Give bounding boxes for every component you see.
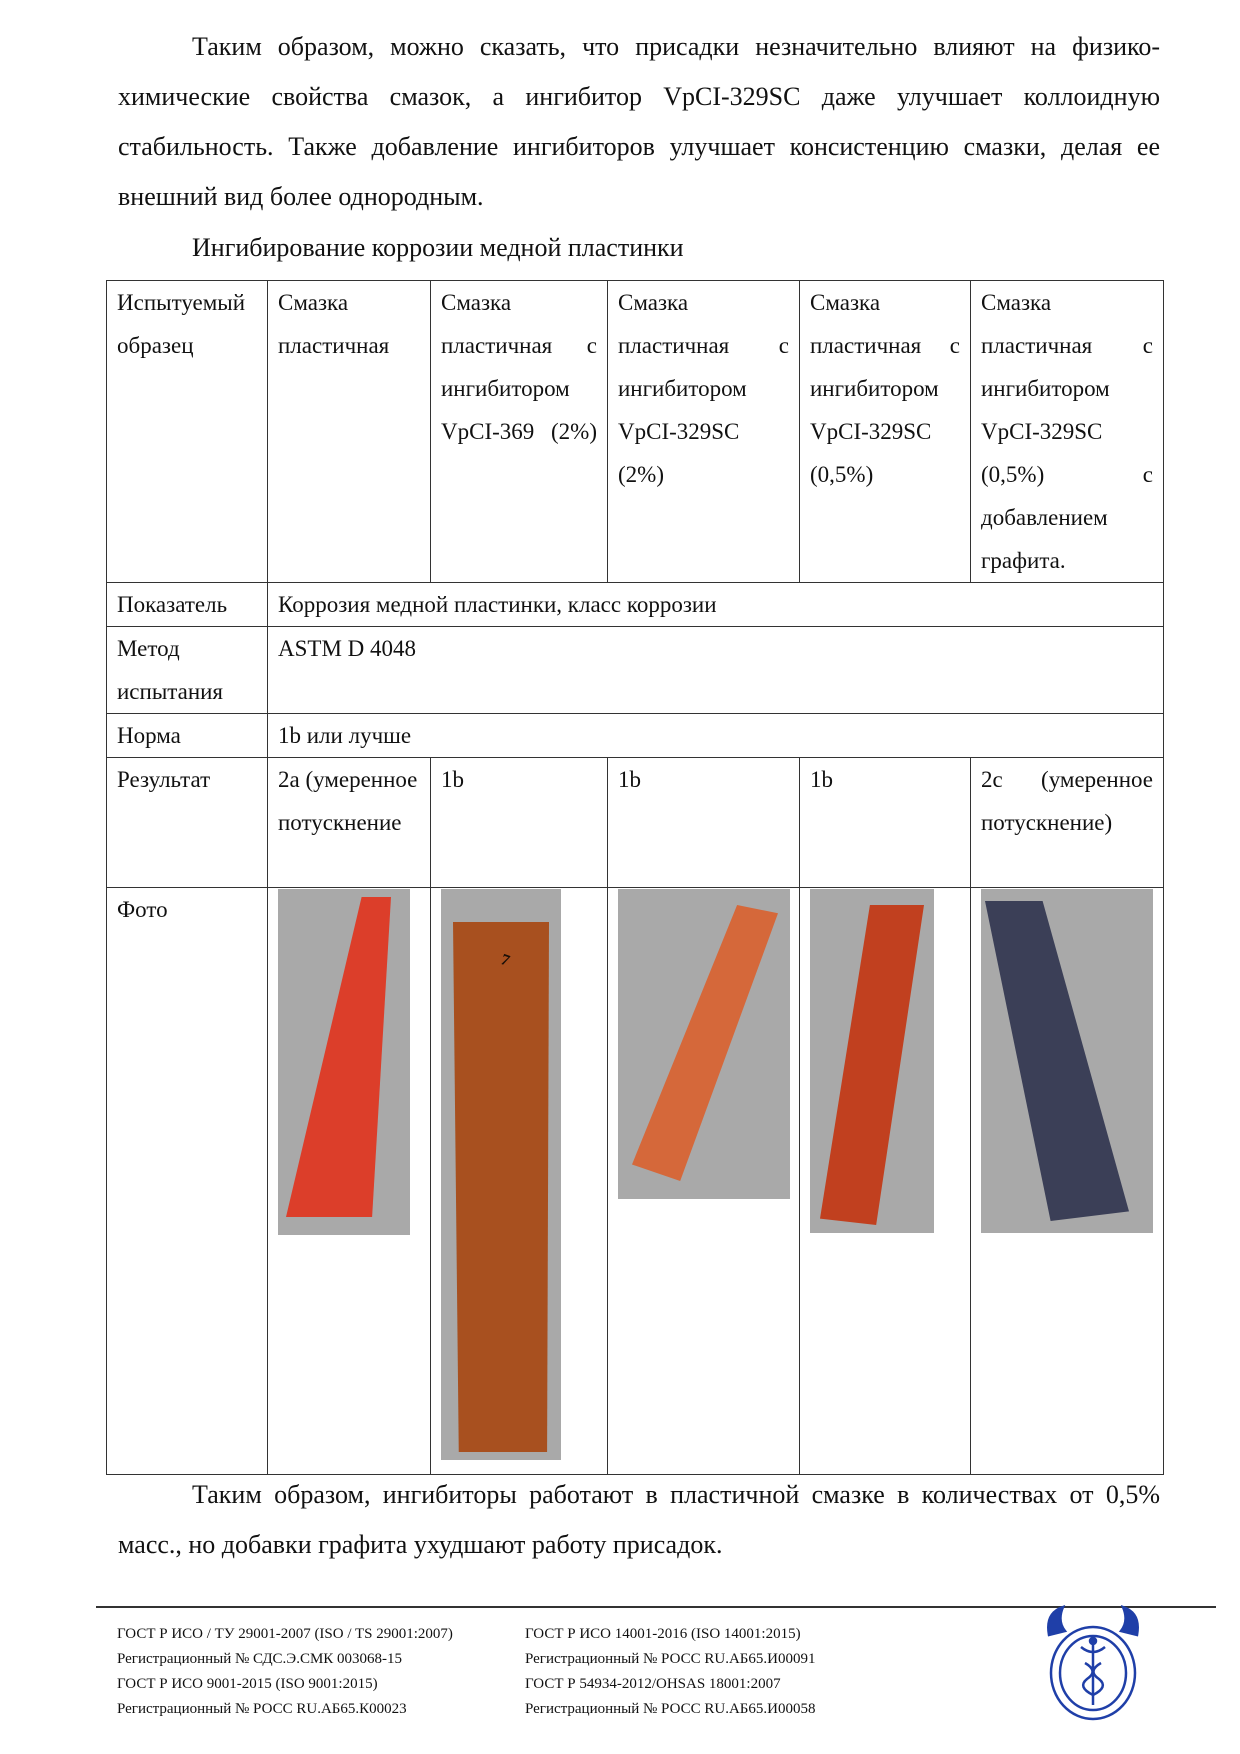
intro-paragraph: Таким образом, можно сказать, что присадки незначительно влияют на физико-химические свойства смазок, а ингибитор VpCI-329SC даже улучшает коллоидную стабильность. Также добавление ингибиторов улучшает консистенцию смазки, делая ее внешний вид более однородным. [118, 32, 1160, 211]
copper-strip-5 [985, 901, 1145, 1221]
copper-strip-3 [632, 905, 778, 1181]
photo-1 [278, 889, 410, 1235]
table-row-photo [107, 888, 1164, 1475]
method-value: ASTM D 4048 [268, 627, 1164, 714]
footer-left-3: ГОСТ Р ИСО 9001-2015 (ISO 9001:2015) [117, 1676, 378, 1692]
photo-cell-3 [608, 888, 800, 1475]
result-5: 2c (умеренное потускнение) [971, 758, 1164, 888]
footer-right-2: Регистрационный № РОСС RU.АБ65.И00091 [525, 1651, 816, 1667]
photo-cell-2 [431, 888, 608, 1475]
row-label-method: Метод испытания [107, 627, 268, 714]
table-row-indicator [107, 583, 1164, 627]
norm-value: 1b или лучше [268, 714, 1164, 758]
copper-strip-4 [820, 905, 924, 1225]
footer-left [117, 1622, 453, 1722]
photo-cell-5 [971, 888, 1164, 1475]
row-label-sample: Испытуемый образец [107, 281, 268, 583]
table-row-sample [107, 281, 1164, 583]
row-label-norm: Норма [107, 714, 268, 758]
caduceus-seal-icon [1043, 1605, 1143, 1725]
footer-left-2: Регистрационный № СДС.Э.СМК 003068-15 [117, 1651, 403, 1667]
footer-left-1: ГОСТ Р ИСО / ТУ 29001-2007 (ISO / TS 29001:2007) [117, 1626, 453, 1642]
footer-right [525, 1622, 815, 1722]
indicator-value: Коррозия медной пластинки, класс коррозии [268, 583, 1164, 627]
corrosion-table [106, 280, 1164, 1475]
sample-3: Смазка пластичная с ингибитором VpCI-329SC (2%) [608, 281, 800, 583]
photo-2 [441, 889, 561, 1460]
copper-strip-1 [286, 897, 391, 1217]
table-row-result [107, 758, 1164, 888]
table-caption: Ингибирование коррозии медной пластинки [192, 233, 684, 262]
sample-4: Смазка пластичная с ингибитором VpCI-329SC (0,5%) [800, 281, 971, 583]
result-2: 1b [431, 758, 608, 888]
table-row-method [107, 627, 1164, 714]
footer-right-4: Регистрационный № РОСС RU.АБ65.И00058 [525, 1701, 816, 1717]
result-1: 2a (умеренное потускнение [268, 758, 431, 888]
conclusion-paragraph: Таким образом, ингибиторы работают в пластичной смазке в количествах от 0,5% масс., но добавки графита ухудшают работу присадок. [118, 1480, 1160, 1559]
sample-2: Смазка пластичная с ингибитором VpCI-369 (2%) [431, 281, 608, 583]
row-label-result: Результат [107, 758, 268, 888]
sample-5: Смазка пластичная с ингибитором VpCI-329SC (0,5%) с добавлением графита. [971, 281, 1164, 583]
footer-right-3: ГОСТ Р 54934-2012/OHSAS 18001:2007 [525, 1676, 781, 1692]
strip-mark: 7 [498, 951, 512, 970]
photo-5 [981, 889, 1153, 1233]
row-label-indicator: Показатель [107, 583, 268, 627]
footer-left-4: Регистрационный № РОСС RU.АБ65.К00023 [117, 1701, 407, 1717]
result-3: 1b [608, 758, 800, 888]
photo-4 [810, 889, 934, 1233]
copper-strip-2 [453, 922, 549, 1452]
photo-cell-4 [800, 888, 971, 1475]
sample-1: Смазка пластичная [268, 281, 431, 583]
photo-cell-1 [268, 888, 431, 1475]
row-label-photo: Фото [107, 888, 268, 1475]
result-4: 1b [800, 758, 971, 888]
photo-3 [618, 889, 790, 1199]
footer-right-1: ГОСТ Р ИСО 14001-2016 (ISO 14001:2015) [525, 1626, 801, 1642]
table-row-norm [107, 714, 1164, 758]
